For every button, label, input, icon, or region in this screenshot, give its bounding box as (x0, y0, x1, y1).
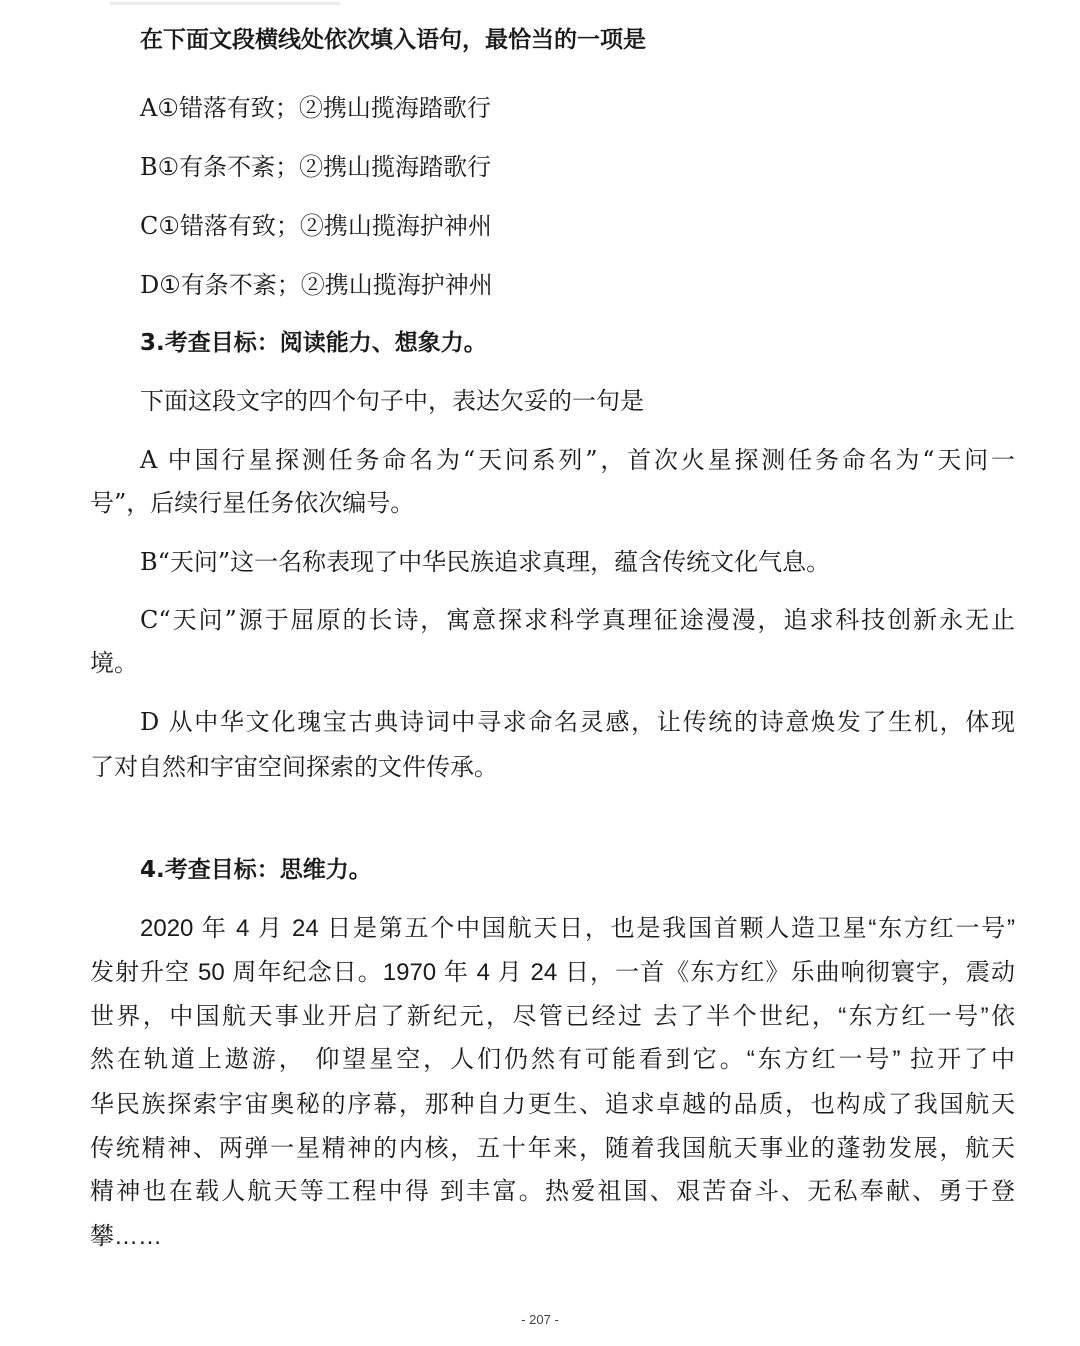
q3-option-a-line1: A 中国行星探测任务命名为“天问系列”，首次火星探测任务命名为“天问一 (140, 446, 1015, 474)
page-number: - 207 - (521, 1312, 559, 1327)
q4-paragraph-line: 攀…… (90, 1223, 162, 1250)
q4-heading: 4.考查目标：思维力。 (140, 857, 372, 883)
q3-option-b: B“天问”这一名称表现了中华民族追求真理，蕴含传统文化气息。 (140, 548, 831, 576)
q2-option-b: B①有条不紊；②携山揽海踏歌行 (140, 153, 492, 181)
q3-option-a-line2: 号”，后续行星任务依次编号。 (90, 489, 415, 517)
q4-paragraph-line: 精神也在载人航天等工程中得 到丰富。热爱祖国、艰苦奋斗、无私奉献、勇于登 (90, 1178, 1015, 1205)
q4-paragraph-line: 然在轨道上遨游， 仰望星空，人们仍然有可能看到它。“东方红一号” 拉开了中 (90, 1046, 1015, 1073)
q3-option-d-line2: 了对自然和宇宙空间探索的文件传承。 (90, 753, 498, 781)
q3-prompt: 下面这段文字的四个句子中，表达欠妥的一句是 (140, 387, 644, 415)
q4-paragraph-line: 发射升空 50 周年纪念日。1970 年 4 月 24 日，一首《东方红》乐曲响彻寰宇，震动 (90, 959, 1015, 986)
q2-prompt: 在下面文段横线处依次填入语句，最恰当的一项是 (140, 27, 646, 53)
q3-heading: 3.考查目标：阅读能力、想象力。 (140, 330, 487, 356)
q3-option-c-line1: C“天问”源于屈原的长诗，寓意探求科学真理征途漫漫，追求科技创新永无止 (140, 606, 1015, 634)
q2-option-a: A①错落有致；②携山揽海踏歌行 (140, 94, 491, 122)
q4-paragraph-line: 世界，中国航天事业开启了新纪元，尽管已经过 去了半个世纪，“东方红一号”依 (90, 1003, 1015, 1030)
q3-option-d-line1: D 从中华文化瑰宝古典诗词中寻求命名灵感，让传统的诗意焕发了生机，体现 (140, 708, 1015, 736)
q4-paragraph-line: 传统精神、两弹一星精神的内核，五十年来，随着我国航天事业的蓬勃发展，航天 (90, 1135, 1015, 1162)
q4-paragraph-line: 华民族探索宇宙奥秘的序幕，那种自力更生、追求卓越的品质，也构成了我国航天 (90, 1091, 1015, 1118)
q2-option-d: D①有条不紊；②携山揽海护神州 (140, 271, 493, 299)
q4-paragraph-line: 2020 年 4 月 24 日是第五个中国航天日，也是我国首颗人造卫星“东方红一号” (140, 915, 1015, 942)
q3-option-c-line2: 境。 (90, 649, 138, 677)
cropped-text-fragment (110, 0, 340, 5)
q2-option-c: C①错落有致；②携山揽海护神州 (140, 212, 492, 240)
